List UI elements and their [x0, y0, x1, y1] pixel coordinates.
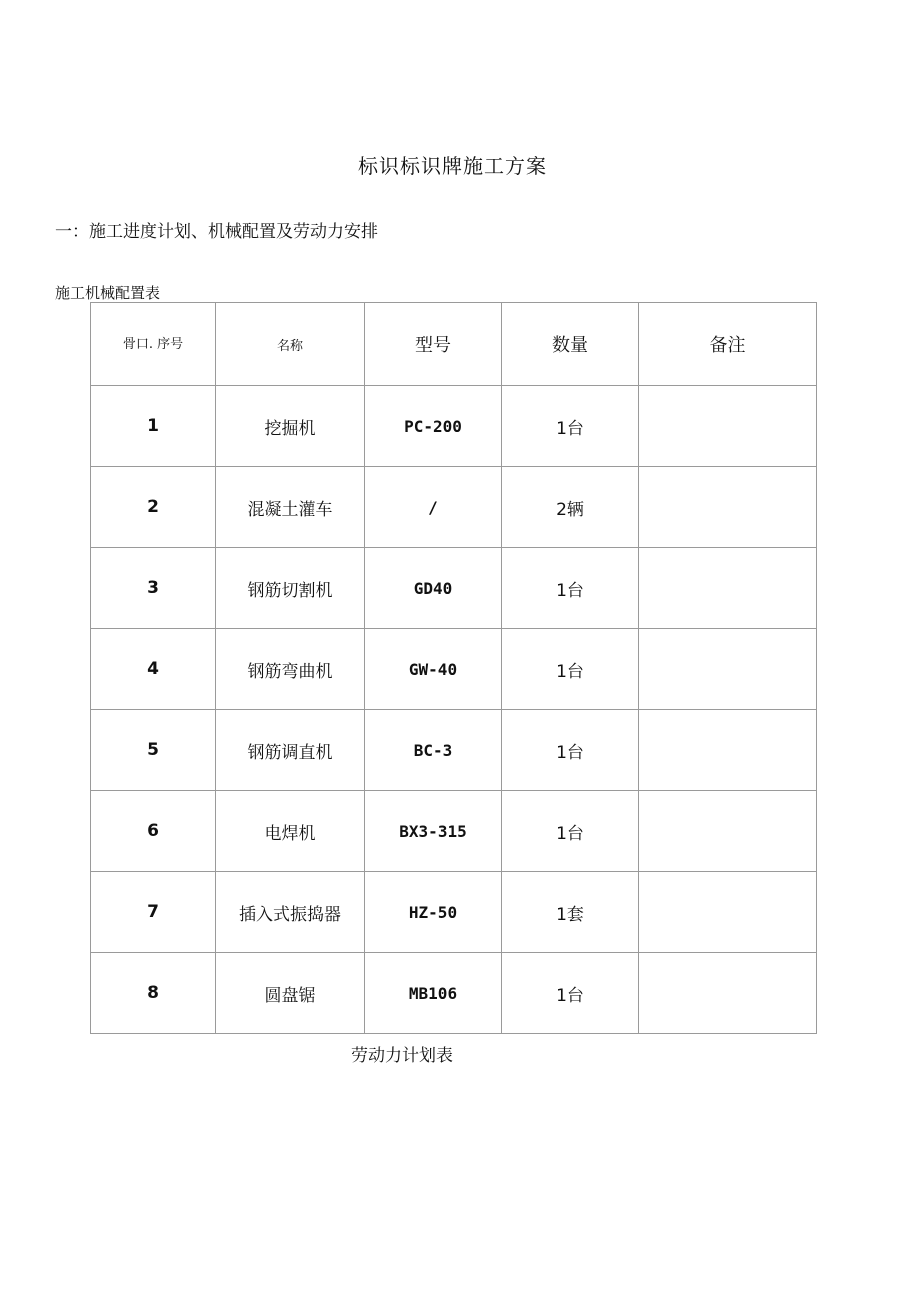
header-remark: 备注 — [639, 303, 817, 386]
cell-name: 钢筋调直机 — [216, 710, 365, 791]
cell-model: MB106 — [365, 953, 502, 1034]
cell-quantity: 1台 — [502, 791, 639, 872]
cell-quantity: 1套 — [502, 872, 639, 953]
cell-name: 圆盘锯 — [216, 953, 365, 1034]
cell-remark — [639, 629, 817, 710]
cell-seq: 6 — [91, 791, 216, 872]
cell-remark — [639, 710, 817, 791]
table-row — [91, 629, 817, 710]
table-row — [91, 791, 817, 872]
table-row — [91, 953, 817, 1034]
table-row — [91, 548, 817, 629]
cell-remark — [639, 386, 817, 467]
cell-remark — [639, 467, 817, 548]
section-heading: 一：施工进度计划、机械配置及劳动力安排 — [55, 222, 378, 242]
cell-name: 混凝土灌车 — [216, 467, 365, 548]
cell-quantity: 1台 — [502, 386, 639, 467]
cell-quantity: 2辆 — [502, 467, 639, 548]
cell-model: BX3-315 — [365, 791, 502, 872]
cell-quantity: 1台 — [502, 953, 639, 1034]
cell-remark — [639, 548, 817, 629]
cell-quantity: 1台 — [502, 548, 639, 629]
cell-seq: 1 — [91, 386, 216, 467]
table-row — [91, 467, 817, 548]
cell-model: HZ-50 — [365, 872, 502, 953]
cell-model: PC-200 — [365, 386, 502, 467]
header-quantity: 数量 — [502, 303, 639, 386]
cell-model: BC-3 — [365, 710, 502, 791]
table-row — [91, 710, 817, 791]
table-row — [91, 386, 817, 467]
cell-name: 挖掘机 — [216, 386, 365, 467]
document-title: 标识标识牌施工方案 — [358, 154, 547, 178]
cell-model: GW-40 — [365, 629, 502, 710]
cell-seq: 3 — [91, 548, 216, 629]
cell-name: 钢筋切割机 — [216, 548, 365, 629]
machine-table-caption: 施工机械配置表 — [55, 284, 161, 302]
header-name: 名称 — [216, 303, 365, 386]
cell-seq: 7 — [91, 872, 216, 953]
cell-quantity: 1台 — [502, 710, 639, 791]
labor-table-caption: 劳动力计划表 — [351, 1046, 453, 1066]
cell-seq: 4 — [91, 629, 216, 710]
cell-name: 插入式振捣器 — [216, 872, 365, 953]
cell-seq: 5 — [91, 710, 216, 791]
machine-config-table — [90, 302, 817, 1034]
cell-remark — [639, 872, 817, 953]
cell-seq: 2 — [91, 467, 216, 548]
table-row — [91, 872, 817, 953]
cell-seq: 8 — [91, 953, 216, 1034]
table-header-row — [91, 303, 817, 386]
cell-name: 电焊机 — [216, 791, 365, 872]
cell-model: GD40 — [365, 548, 502, 629]
cell-quantity: 1台 — [502, 629, 639, 710]
cell-model: / — [365, 467, 502, 548]
header-seq: 骨口. 序号 — [91, 303, 216, 386]
cell-remark — [639, 953, 817, 1034]
header-model: 型号 — [365, 303, 502, 386]
cell-remark — [639, 791, 817, 872]
cell-name: 钢筋弯曲机 — [216, 629, 365, 710]
